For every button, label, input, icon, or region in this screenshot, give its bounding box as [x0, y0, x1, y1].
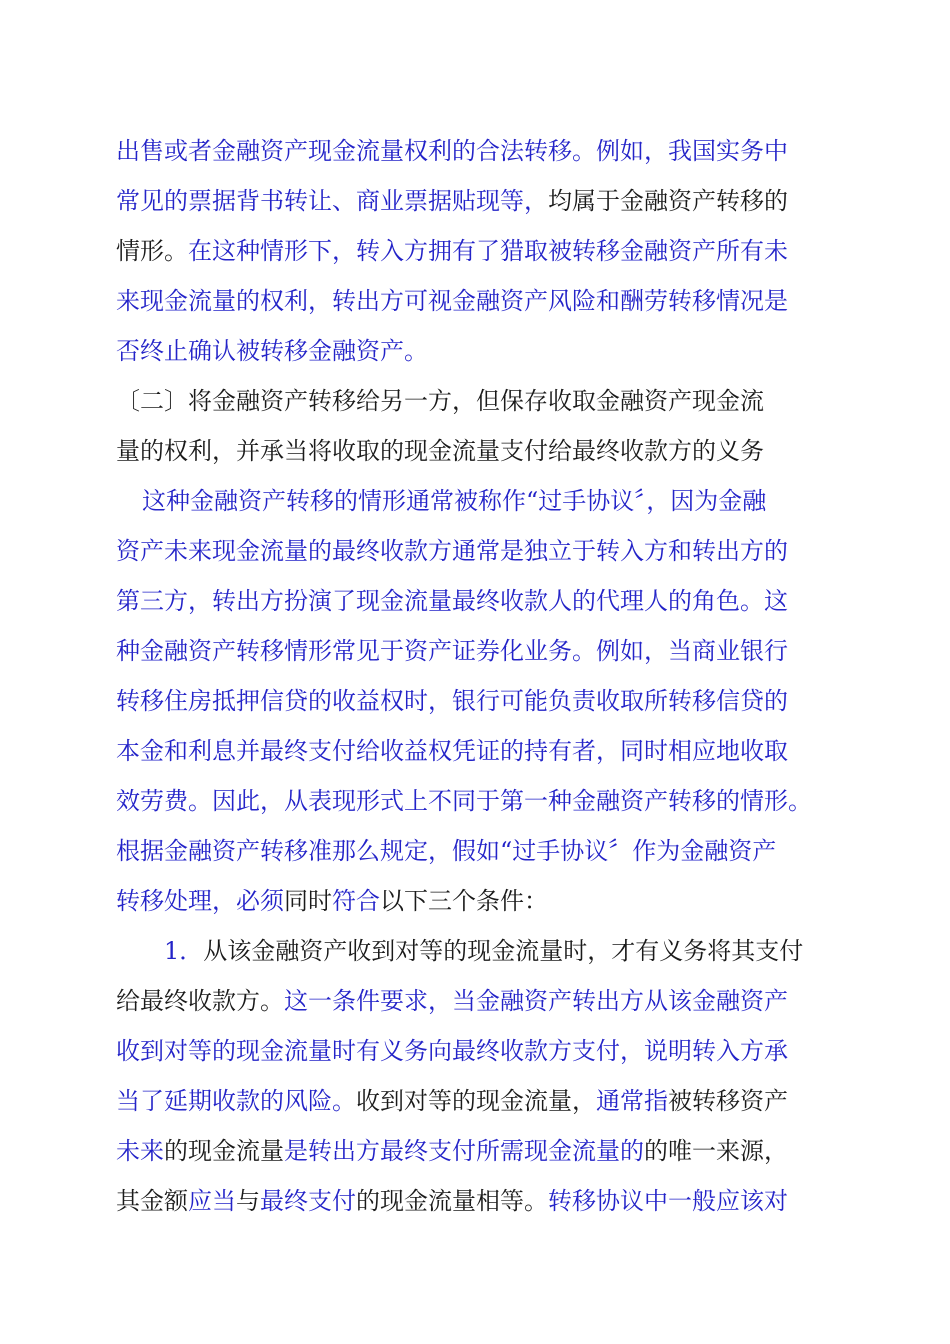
text-run: 本金和利息并最终支付给收益权凭证的持有者，同时相应地收取	[116, 737, 788, 765]
text-run: 未来	[116, 1137, 164, 1165]
text-run: 量的权利，并承当将收取的现金流量支付给最终收款方的义务	[116, 437, 764, 465]
text-line-3	[116, 234, 788, 268]
text-line-22	[116, 1184, 788, 1218]
numbered-item-line-1	[164, 934, 803, 968]
text-run: 〔二〕将金融资产转移给另一方，但保存收取金融资产现金流	[116, 387, 764, 415]
text-line-12	[116, 684, 788, 718]
text-run: 种金融资产转移情形常见于资产证券化业务。例如，当商业银行	[116, 637, 788, 665]
text-run: 收到对等的现金流量，	[356, 1087, 596, 1115]
text-run: 转移住房抵押信贷的收益权时，银行可能负责收取所转移信贷的	[116, 687, 788, 715]
text-line-18	[116, 984, 788, 1018]
text-line-16	[116, 884, 548, 918]
text-run: 的唯一来源，	[644, 1137, 788, 1165]
text-run: 这种金融资产转移的情形通常被称作“过手协议〞，因为金融	[142, 487, 767, 515]
text-run: 效劳费。因此，从表现形式上不同于第一种金融资产转移的情形。	[116, 787, 812, 815]
section-heading-line-1	[116, 384, 764, 418]
text-run: 应当	[188, 1187, 236, 1215]
text-run: 收到对等的现金流量时有义务向最终收款方支付，说明转入方承	[116, 1037, 788, 1065]
text-run: 同时	[284, 887, 332, 915]
text-run: 第三方，转出方扮演了现金流量最终收款人的代理人的角色。这	[116, 587, 788, 615]
text-line-15	[116, 834, 776, 868]
text-run: 其金额	[116, 1187, 188, 1215]
text-run: 转移处理，必须	[116, 887, 284, 915]
text-line-8	[142, 484, 766, 518]
text-run: 资产未来现金流量的最终收款方通常是独立于转入方和转出方的	[116, 537, 788, 565]
text-line-21	[116, 1134, 788, 1168]
text-run: 均属于金融资产转移的	[548, 187, 788, 215]
text-run: 被转移资产	[668, 1087, 788, 1115]
text-run: 来现金流量的权利，转出方可视金融资产风险和酬劳转移情况是	[116, 287, 788, 315]
text-run: 的现金流量相等。	[356, 1187, 548, 1215]
text-line-11	[116, 634, 788, 668]
text-line-2	[116, 184, 788, 218]
text-run: 通常指	[596, 1087, 668, 1115]
text-run: 否终止确认被转移金融资产。	[116, 337, 428, 365]
text-line-9	[116, 534, 788, 568]
text-line-20	[116, 1084, 788, 1118]
text-line-1	[116, 134, 788, 168]
text-run: 从该金融资产收到对等的现金流量时，才有义务将其支付	[203, 937, 804, 965]
text-run: 是转出方最终支付所需现金流量的	[284, 1137, 644, 1165]
text-run: 根据金融资产转移准那么规定，假如“过手协议〞作为金融资产	[116, 837, 777, 865]
text-line-14	[116, 784, 812, 818]
text-run: 这一条件要求，当金融资产转出方从该金融资产	[284, 987, 788, 1015]
text-run: 转移协议中一般应该对	[548, 1187, 788, 1215]
text-run: 的现金流量	[164, 1137, 284, 1165]
text-run: 最终支付	[260, 1187, 356, 1215]
text-run: 情形。	[116, 237, 188, 265]
text-line-13	[116, 734, 788, 768]
text-run: 常见的票据背书转让、商业票据贴现等，	[116, 187, 548, 215]
text-run: 出售或者金融资产现金流量权利的合法转移。例如，我国实务中	[116, 137, 788, 165]
text-run: 当了延期收款的风险。	[116, 1087, 356, 1115]
text-line-5	[116, 334, 428, 368]
text-run: 1．	[164, 937, 204, 965]
text-run: 给最终收款方。	[116, 987, 284, 1015]
text-run: 以下三个条件：	[380, 887, 548, 915]
text-run: 符合	[332, 887, 380, 915]
text-line-19	[116, 1034, 788, 1068]
section-heading-line-2	[116, 434, 764, 468]
text-line-10	[116, 584, 788, 618]
text-run: 与	[236, 1187, 260, 1215]
text-line-4	[116, 284, 788, 318]
text-run: 在这种情形下，转入方拥有了猎取被转移金融资产所有未	[188, 237, 788, 265]
